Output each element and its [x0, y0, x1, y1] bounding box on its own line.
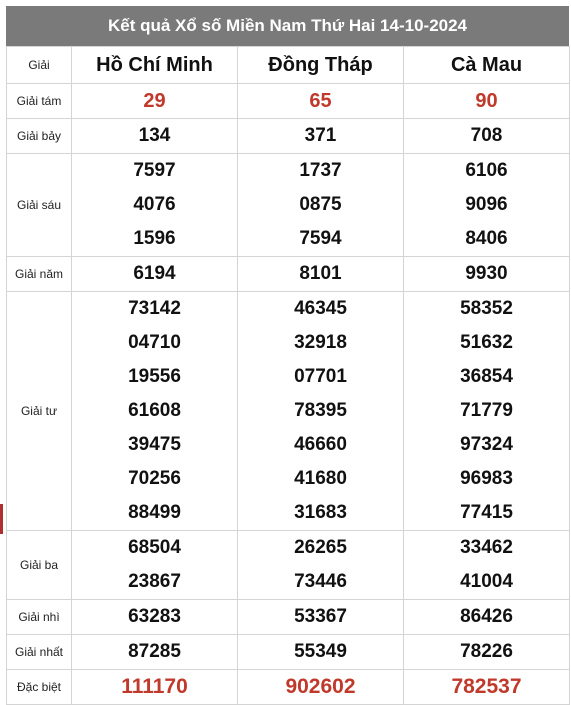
prize-number: 31683	[294, 502, 347, 523]
prize-number: 07701	[294, 366, 347, 387]
prize-3-row	[7, 531, 570, 600]
prize-number: 782537	[451, 675, 522, 698]
prize-number: 9096	[465, 194, 508, 215]
prize-4-row	[7, 292, 570, 531]
prize-number: 39475	[128, 434, 181, 455]
prize-cell	[238, 670, 404, 705]
prize-number: 23867	[128, 571, 181, 592]
prize-cell	[238, 531, 404, 600]
prize-number: 41004	[460, 571, 513, 592]
prize-number: 61608	[128, 400, 181, 421]
prize-number: 4076	[133, 194, 176, 215]
prize-number: 55349	[294, 641, 347, 662]
prize-cell	[404, 119, 570, 154]
prize-number: 88499	[128, 502, 181, 523]
prize-cell	[72, 119, 238, 154]
prize-number: 68504	[128, 537, 181, 558]
prize-number: 96983	[460, 468, 513, 489]
prize-number: 902602	[285, 675, 356, 698]
prize-cell	[238, 600, 404, 635]
prize-number: 78226	[460, 641, 513, 662]
prize-label: Giải nhất	[7, 635, 72, 670]
prize-number: 6106	[465, 160, 508, 181]
prize-number: 29	[143, 90, 166, 112]
prize-number: 58352	[460, 298, 513, 319]
prize-number: 86426	[460, 606, 513, 627]
prize-number: 7597	[133, 160, 176, 181]
province-ca-mau: Cà Mau	[404, 47, 570, 84]
prize-number: 46660	[294, 434, 347, 455]
prize-label: Giải tư	[7, 292, 72, 531]
prize-cell	[238, 154, 404, 257]
prize-number: 77415	[460, 502, 513, 523]
prize-cell	[238, 635, 404, 670]
prize-number: 26265	[294, 537, 347, 558]
prize-number: 708	[470, 125, 503, 146]
page-title: Kết quả Xổ số Miền Nam Thứ Hai 14-10-2024	[6, 6, 569, 46]
prize-number: 97324	[460, 434, 513, 455]
prize-number: 87285	[128, 641, 181, 662]
prize-number: 19556	[128, 366, 181, 387]
prize-number: 33462	[460, 537, 513, 558]
prize-number: 73446	[294, 571, 347, 592]
prize-cell	[404, 670, 570, 705]
prize-cell	[404, 84, 570, 119]
province-ho-chi-minh: Hồ Chí Minh	[72, 47, 238, 84]
prize-cell	[72, 84, 238, 119]
prize-cell	[72, 257, 238, 292]
prize-number: 41680	[294, 468, 347, 489]
header-row	[7, 47, 570, 84]
prize-number: 78395	[294, 400, 347, 421]
prize-cell	[404, 292, 570, 531]
prize-label: Giải năm	[7, 257, 72, 292]
prize-number: 71779	[460, 400, 513, 421]
prize-5-row	[7, 257, 570, 292]
prize-label: Giải sáu	[7, 154, 72, 257]
prize-number: 73142	[128, 298, 181, 319]
header-prize-label: Giải	[7, 47, 72, 84]
prize-number: 04710	[128, 332, 181, 353]
province-dong-thap: Đồng Tháp	[238, 47, 404, 84]
prize-number: 6194	[133, 263, 176, 284]
results-table	[6, 46, 570, 705]
prize-number: 32918	[294, 332, 347, 353]
prize-number: 63283	[128, 606, 181, 627]
prize-number: 371	[304, 125, 337, 146]
prize-number: 8101	[299, 263, 342, 284]
prize-cell	[72, 635, 238, 670]
prize-cell	[238, 257, 404, 292]
prize-2-row	[7, 600, 570, 635]
prize-number: 53367	[294, 606, 347, 627]
prize-cell	[72, 600, 238, 635]
prize-cell	[238, 84, 404, 119]
prize-cell	[404, 531, 570, 600]
prize-6-row	[7, 154, 570, 257]
prize-cell	[404, 154, 570, 257]
prize-number: 1737	[299, 160, 342, 181]
prize-cell	[72, 154, 238, 257]
special-prize-row	[7, 670, 570, 705]
prize-cell	[404, 635, 570, 670]
prize-number: 134	[138, 125, 171, 146]
prize-cell	[404, 600, 570, 635]
results-panel	[6, 6, 569, 705]
prize-cell	[238, 119, 404, 154]
prize-number: 70256	[128, 468, 181, 489]
prize-number: 51632	[460, 332, 513, 353]
prize-cell	[72, 292, 238, 531]
prize-number: 36854	[460, 366, 513, 387]
prize-number: 46345	[294, 298, 347, 319]
prize-label: Giải bảy	[7, 119, 72, 154]
prize-label: Giải nhì	[7, 600, 72, 635]
prize-number: 111170	[121, 675, 188, 698]
prize-number: 65	[309, 90, 332, 112]
prize-cell	[238, 292, 404, 531]
prize-number: 0875	[299, 194, 342, 215]
prize-8-row	[7, 84, 570, 119]
prize-1-row	[7, 635, 570, 670]
prize-cell	[72, 531, 238, 600]
prize-7-row	[7, 119, 570, 154]
prize-label: Giải tám	[7, 84, 72, 119]
prize-number: 1596	[133, 228, 176, 249]
prize-number: 90	[475, 90, 498, 112]
left-edge-marker	[0, 504, 3, 534]
prize-label: Giải ba	[7, 531, 72, 600]
prize-number: 8406	[465, 228, 508, 249]
prize-cell	[404, 257, 570, 292]
prize-number: 9930	[465, 263, 508, 284]
prize-cell	[72, 670, 238, 705]
prize-number: 7594	[299, 228, 342, 249]
prize-label: Đặc biệt	[7, 670, 72, 705]
